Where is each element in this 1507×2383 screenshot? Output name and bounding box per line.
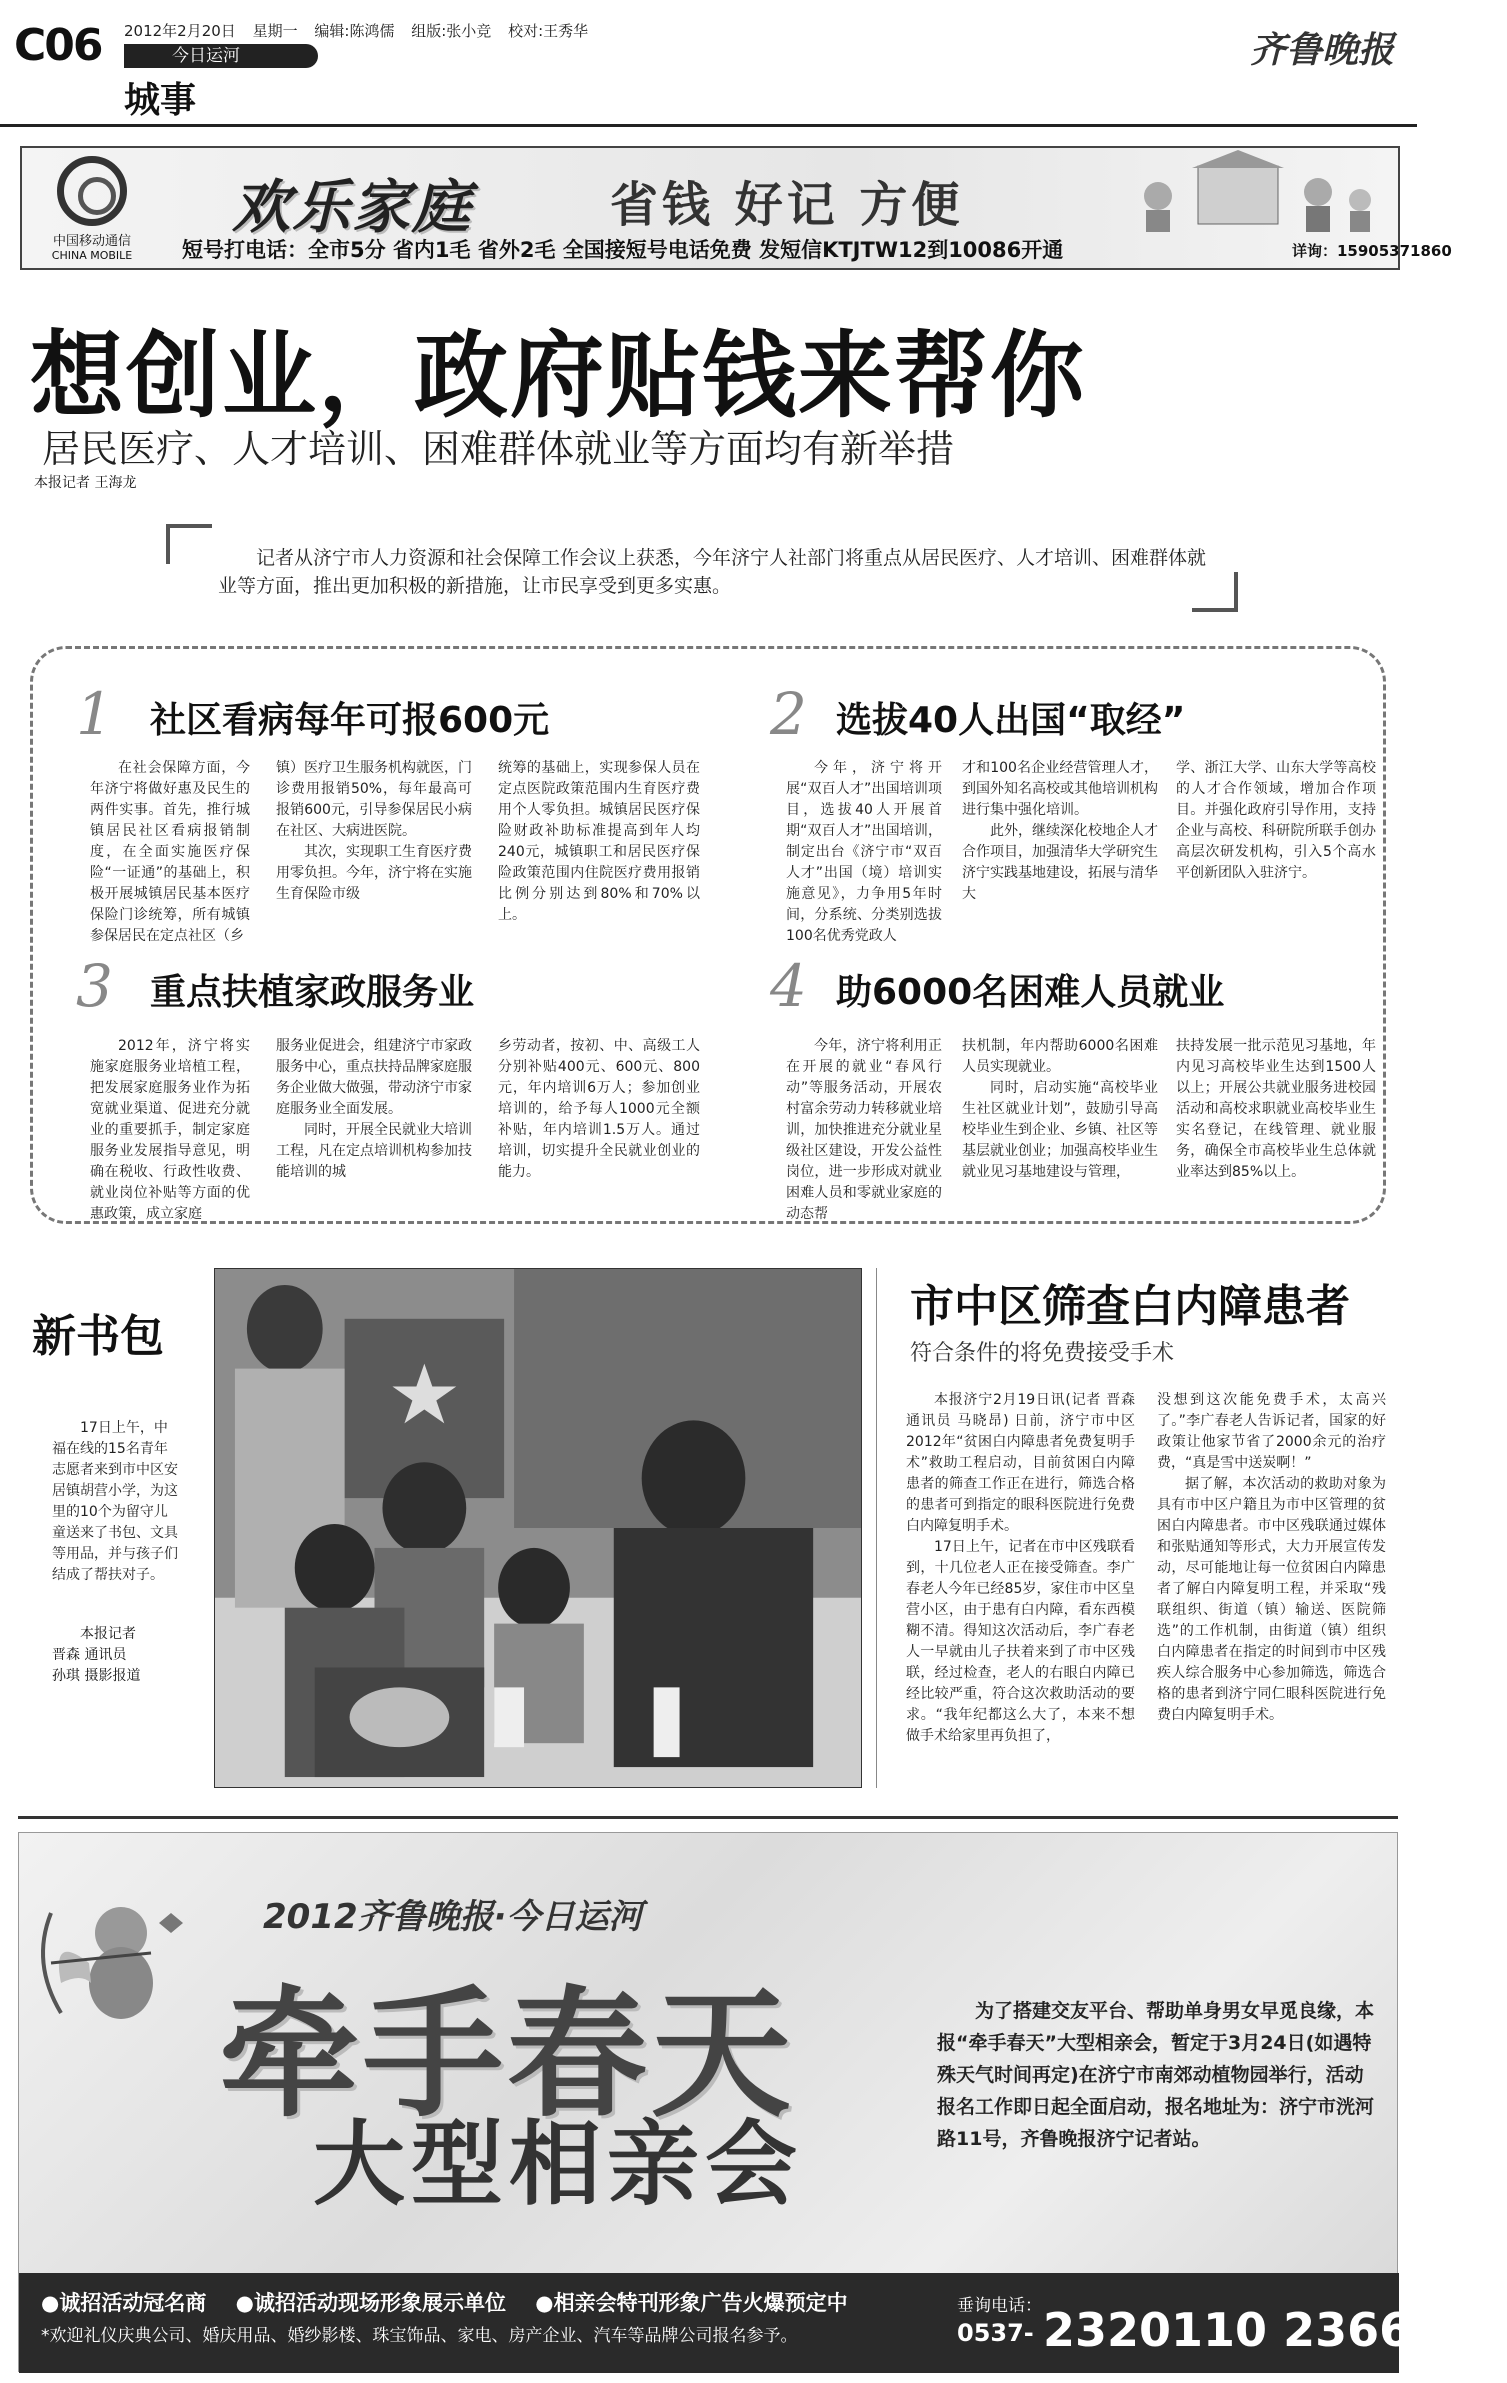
right-story-text: 本报济宁2月19日讯(记者 晋森 通讯员 马晓昂) 日前，济宁市中区2012年“贫困白内障患者免费复明手术”救助工程启动，目前贫困白内障患者的筛查工作正在进行，筛选合格的患者可到指定的眼科医院进行免费白内障复明手术。 17日上午，记者在市中区残联看到，十几位老人正在接受筛查。李广春老人今年已经85岁，家住市中区皇营小区，由于患有白内障，看东西模糊不清。得知这次活动后，李广春老人一早就由儿子扶着来到了市中区残联，经过检查，老人的右眼白内障已经比较严重，符合这次救助活动的要求。“我年纪都这么大了，本来不想做手术给家里再负担了， 没想到这次能免费手术，太高兴了。”李广春老人告诉记者，国家的好政策让他家节省了2000余元的治疗费，“真是雪中送炭啊！” 据了解，本次活动的救助对象为具有市中区户籍且为市中区管理的贫困白内障患者。市中区残联通过媒体和张贴通知等形式，大力开展宣传发动，尽可能地让每一位贫困白内障患者了解白内障复明工程，并采取“残联组织、街道（镇）输送、医院筛选”的工作机制，由街道（镇）组织白内障患者在指定的时间到市中区残疾人综合服务中心参加筛选，筛选合格的患者到济宁同仁眼科医院进行免费白内障复明手术。 [906, 1392, 1386, 1744]
issue-date: 2012年2月20日 [124, 22, 236, 40]
banner-rate-line: 短号打电话：全市5分 省内1毛 省外2毛 全国接短号电话免费 发短信KTJTW12到10086开通 [182, 238, 1064, 262]
section-2-title: 选拔40人出国“取经” [836, 700, 1186, 741]
right-story-subtitle: 符合条件的将免费接受手术 [910, 1341, 1175, 1366]
lead-bracket-left [166, 524, 212, 564]
header-rule [0, 124, 1417, 127]
banner-hotline: 详询：15905371860 [1292, 242, 1452, 260]
section-2-col-3: 学、浙江大学、山东大学等高校的人才合作领域，增加合作项目。并强化政府引导作用，支持企业与高校、科研院所联手创办高层次研发机构，引入5个高水平创新团队入驻济宁。 [1176, 760, 1376, 881]
side-story-credit: 本报记者 晋森 通讯员 孙琪 摄影报道 [52, 1626, 141, 1684]
news-photo [214, 1268, 862, 1788]
ad-body-text: 为了搭建交友平台、帮助单身男女早觅良缘，本报“牵手春天”大型相亲会，暂定于3月24日(如遇特殊天气时间再定)在济宁市南郊动植物园举行，活动报名工作即日起全面启动，报名地址为：济宁市洸河路11号，齐鲁晚报济宁记者站。 [937, 2000, 1375, 2150]
logo-cn: 中国移动通信 [52, 234, 131, 249]
section-3-col-3: 乡劳动者，按初、中、高级工人分别补贴400元、600元、800元，年内培训6万人；参加创业培训的，给予每人1000元全额补贴，年内培训1.5万人。通过培训，切实提升全民就业创业的能力。 [498, 1038, 700, 1180]
china-mobile-banner-ad[interactable] [20, 146, 1452, 270]
proof-credit: 校对:王秀华 [508, 22, 589, 40]
ad-note: *欢迎礼仪庆典公司、婚庆用品、婚纱影楼、珠宝饰品、家电、房产企业、汽车等品牌公司报名参予。 [41, 2326, 798, 2346]
ad-offer-items [41, 2287, 870, 2317]
section-2-col-2: 才和100名企业经营管理人才，到国外知名高校或其他培训机构进行集中强化培训。 此外，继续深化校地企人才合作项目，加强清华大学研究生济宁实践基地建设，拓展与清华大 [962, 760, 1158, 902]
banner-slogan: 欢乐家庭 [232, 173, 473, 241]
section-1-col-3: 统筹的基础上，实现参保人员在定点医院政策范围内生育医疗费用个人零负担。城镇居民医疗保险财政补助标准提高到年人均240元，城镇职工和居民医疗保险政策范围内住院医疗费用报销比例分别达到80%和70%以上。 [498, 760, 700, 923]
section-1-title: 社区看病每年可报600元 [150, 700, 550, 741]
section-3-col-2: 服务业促进会，组建济宁市家政服务中心，重点扶持品牌家庭服务企业做大做强，带动济宁市家庭服务业全面发展。 同时，开展全民就业大培训工程，凡在定点培训机构参加技能培训的城 [276, 1038, 472, 1180]
logo-en: CHINA MOBILE [51, 249, 133, 262]
matchmaking-event-ad[interactable] [18, 1832, 1507, 2372]
section-1-col-1: 在社会保障方面，今年济宁将做好惠及民生的两件实事。首先，推行城镇居民社区看病报销制度，在全面实施医疗保险“一证通”的基础上，积极开展城镇居民基本医疗保险门诊统筹，所有城镇参保居民在定点社区（乡 [90, 760, 250, 944]
ad-contact-strip [19, 2273, 1507, 2373]
ad-offer-item: ●相亲会特刊形象广告火爆预定中 [535, 2291, 848, 2315]
ad-phone-numbers[interactable]: 2320110 2366100 [1043, 2303, 1507, 2357]
china-mobile-logo [36, 156, 148, 262]
newspaper-masthead: 齐鲁晚报 [1250, 29, 1395, 71]
side-story-title: 新书包 [32, 1311, 164, 1362]
section-3-col-1: 2012年，济宁将实施家庭服务业培植工程，把发展家庭服务业作为拓宽就业渠道、促进充分就业的重要抓手，制定家庭服务业发展指导意见，明确在税收、行政性收费、就业岗位补贴等方面的优惠政策，成立家庭 [90, 1038, 250, 1222]
section-1-col-2: 镇）医疗卫生服务机构就医，门诊费用报销50%，每年最高可报销600元，引导参保居民小病在社区、大病进医院。 其次，实现职工生育医疗费用零负担。今年，济宁将在实施生育保险市级 [276, 760, 472, 902]
ad-phone-label: 垂询电话： [957, 2296, 1042, 2316]
ad-title-main: 牵手春天 [219, 1974, 796, 2137]
right-story-title: 市中区筛查白内障患者 [910, 1281, 1350, 1332]
cupid-icon [31, 1873, 201, 2043]
ad-offer-item: ●诚招活动现场形象展示单位 [235, 2291, 506, 2315]
ad-title-secondary: 大型相亲会 [313, 2111, 804, 2218]
section-2-col-1: 今年，济宁将开展“双百人才”出国培训项目，选拔40人开展首期“双百人才”出国培训，制定出台《济宁市“双百人才”出国（境）培训实施意见》，力争用5年时间，分系统、分类别选拔100名优秀党政人 [786, 760, 942, 944]
section-4-col-1: 今年，济宁将利用正在开展的就业“春风行动”等服务活动，开展农村富余劳动力转移就业培训，加快推进充分就业星级社区建设，开发公益性岗位，进一步形成对就业困难人员和零就业家庭的动态帮 [786, 1038, 942, 1222]
editor-credit: 编辑:陈鸿儒 [314, 22, 395, 40]
volunteers-children-photo-icon [215, 1269, 861, 1787]
family-illustration-icon [1128, 156, 1388, 234]
section-4-col-3: 扶持发展一批示范见习基地，年内见习高校毕业生达到1500人以上；开展公共就业服务进校园活动和高校求职就业高校毕业生实名登记，在线管理、就业服务，确保全市高校毕业生总体就业率达到85%以上。 [1176, 1038, 1376, 1180]
headline: 想创业，政府贴钱来帮你 [30, 322, 1087, 431]
ad-year-line: 2012齐鲁晚报·今日运河 [263, 1897, 643, 1937]
section-4-title: 助6000名困难人员就业 [836, 972, 1225, 1013]
section-2-number: 2 [770, 680, 807, 748]
china-mobile-logo-icon [57, 156, 127, 226]
section-3-title: 重点扶植家政服务业 [150, 972, 475, 1013]
layout-credit: 组版:张小竞 [411, 22, 492, 40]
issue-weekday: 星期一 [252, 22, 298, 40]
section-1-number: 1 [76, 680, 113, 748]
ad-phone-area-code: 0537- [957, 2319, 1034, 2347]
ad-offer-item: ●诚招活动冠名商 [41, 2291, 207, 2315]
bottom-rule [18, 1816, 1398, 1819]
subheadline: 居民医疗、人才培训、困难群体就业等方面均有新举措 [42, 427, 955, 471]
section-4-col-2: 扶机制，年内帮助6000名困难人员实现就业。 同时，启动实施“高校毕业生社区就业计划”，鼓励引导高校毕业生到企业、乡镇、社区等基层就业创业；加强高校毕业生就业见习基地建设与管理， [962, 1038, 1158, 1180]
lead-paragraph: 记者从济宁市人力资源和社会保障工作会议上获悉，今年济宁人社部门将重点从居民医疗、人才培训、困难群体就业等方面，推出更加积极的新措施，让市民享受到更多实惠。 [218, 547, 1207, 597]
byline: 本报记者 王海龙 [34, 475, 137, 491]
section-name: 城事 [124, 80, 197, 121]
section-3-number: 3 [76, 952, 113, 1020]
side-story-text: 17日上午，中福在线的15名青年志愿者来到市中区安居镇胡营小学，为这里的10个为留守儿童送来了书包、文具等用品，并与孩子们结成了帮扶对子。 [52, 1420, 178, 1583]
page-number: C06 [14, 20, 102, 71]
banner-slogan-secondary: 省钱 好记 方便 [610, 177, 964, 233]
header-meta [124, 20, 600, 41]
section-4-number: 4 [770, 952, 807, 1020]
section-tag: 今日运河 [124, 44, 318, 68]
column-divider [876, 1268, 877, 1788]
